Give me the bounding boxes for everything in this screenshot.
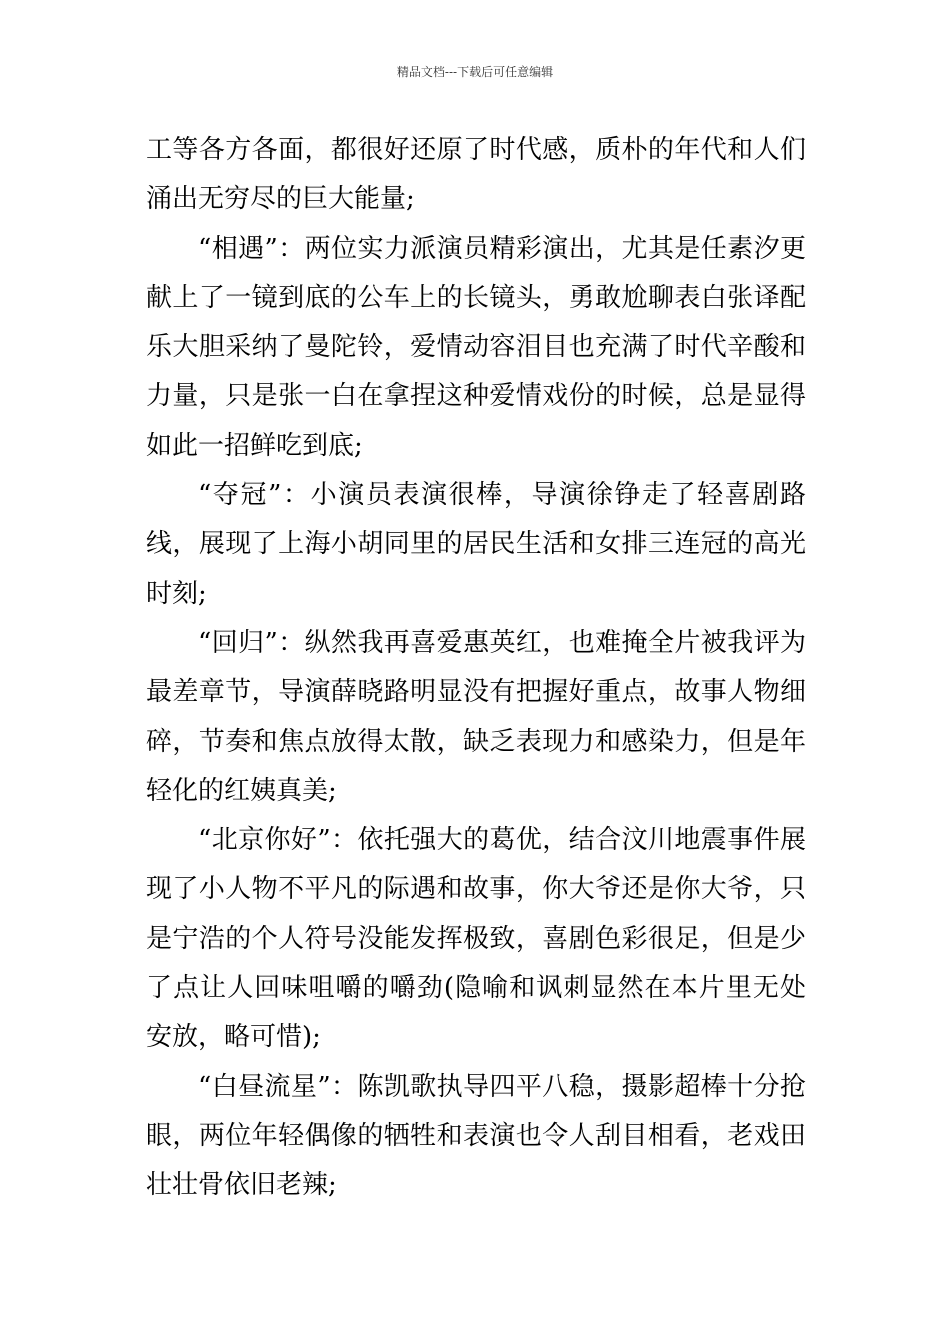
paragraph-huigui: “回归”：纵然我再喜爱惠英红，也难掩全片被我评为最差章节，导演薛晓路明显没有把握好重点，故事人物细碎，节奏和焦点放得太散，缺乏表现力和感染力，但是年轻化的红姨真美; xyxy=(146,627,806,806)
paragraph-baizhou-liuxing: “白昼流星”：陈凯歌执导四平八稳，摄影超棒十分抢眼，两位年轻偶像的牺牲和表演也令人刮目相看，老戏田壮壮骨依旧老辣; xyxy=(146,1071,806,1201)
paragraph-duoguan: “夺冠”：小演员表演很棒，导演徐铮走了轻喜剧路线，展现了上海小胡同里的居民生活和女排三连冠的高光时刻; xyxy=(146,480,806,609)
paragraph-beijing-nihao: “北京你好”：依托强大的葛优，结合汶川地震事件展现了小人物不平凡的际遇和故事，你大爷还是你大爷，只是宁浩的个人符号没能发挥极致，喜剧色彩很足，但是少了点让人回味咀嚼的嚼劲(隐喻和讽刺显然在本片里无处安放，略可惜); xyxy=(146,825,806,1053)
paragraph-continuation: 工等各方各面，都很好还原了时代感，质朴的年代和人们涌出无穷尽的巨大能量; xyxy=(146,135,806,215)
document-body xyxy=(146,126,806,1211)
page-header: 精品文档---下载后可任意编辑 xyxy=(396,65,554,79)
paragraph-xiangyu: “相遇”：两位实力派演员精彩演出，尤其是任素汐更献上了一镜到底的公车上的长镜头，勇敢尬聊表白张译配乐大胆采纳了曼陀铃，爱情动容泪目也充满了时代辛酸和力量，只是张一白在拿捏这种爱情戏份的时候，总是显得如此一招鲜吃到底; xyxy=(146,233,806,461)
